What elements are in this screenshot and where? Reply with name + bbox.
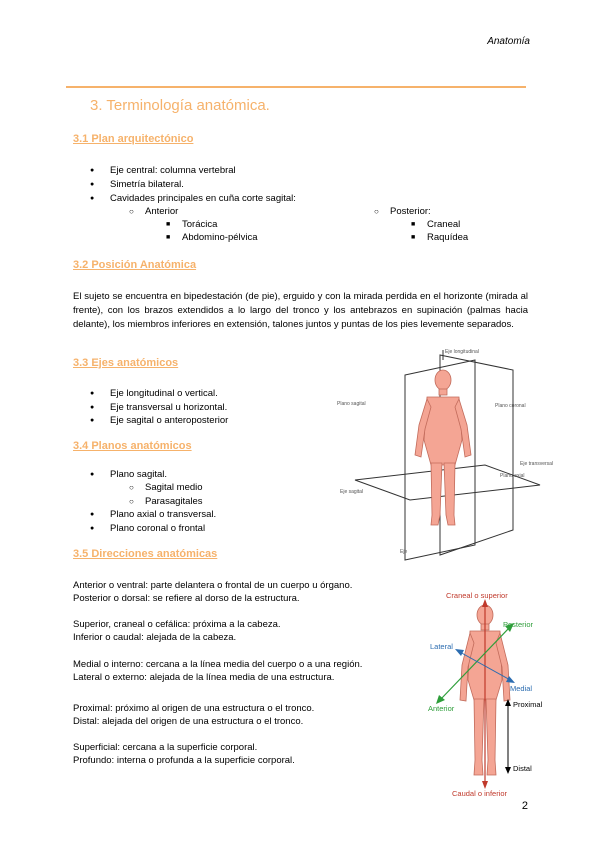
figure-label-text: Plano coronal	[495, 403, 526, 409]
list-item: ● Eje longitudinal o vertical.	[110, 387, 218, 401]
direction-line: Distal: alejada del origen de una estructura o el tronco.	[73, 716, 304, 727]
direction-line: Lateral o externo: alejada de la línea media de una estructura.	[73, 672, 335, 683]
list-item: ● Eje sagital o anteroposterior	[110, 414, 228, 428]
anatomical-planes-figure	[335, 345, 555, 570]
label-medial: Medial	[510, 684, 533, 693]
figure-label-text: Eje sagital	[340, 489, 364, 495]
direction-line: Medial o interno: cercana a la línea media del cuerpo o a una región.	[73, 659, 363, 670]
direction-line: Superficial: cercana a la superficie corporal.	[73, 742, 258, 753]
section-3-3-title: 3.3 Ejes anatómicos	[73, 357, 179, 369]
list-item: ■ Raquídea	[427, 231, 468, 245]
section-3-1-title: 3.1 Plan arquitectónico	[73, 133, 194, 145]
direction-line: Inferior o caudal: alejada de la cabeza.	[73, 632, 237, 643]
list-item: ■ Craneal	[427, 218, 460, 232]
list-item: ● Plano coronal o frontal	[110, 522, 205, 536]
figure-label-text: Plano axial	[500, 473, 525, 479]
list-item: ● Simetría bilateral.	[110, 178, 184, 192]
section-3-2-title: 3.2 Posición Anatómica	[73, 259, 197, 271]
page-number: 2	[521, 800, 528, 812]
label-proximal: Proximal	[513, 700, 543, 709]
direction-line: Proximal: próximo al origen de una estructura o el tronco.	[73, 703, 315, 714]
figure-label-text: Plano sagital	[337, 401, 366, 407]
list-item: ○ Anterior	[145, 205, 178, 219]
label-lateral: Lateral	[430, 642, 453, 651]
direction-line: Profundo: interna o profunda a la superficie corporal.	[73, 755, 295, 766]
label-posterior: Posterior	[503, 620, 534, 629]
direction-line: Anterior o ventral: parte delantera o frontal de un cuerpo u órgano.	[73, 580, 353, 591]
list-item: ● Eje central: columna vertebral	[110, 164, 236, 178]
list-item: ○ Posterior:	[390, 205, 431, 219]
label-caudal: Caudal o inferior	[452, 789, 508, 798]
figure-label-text: Eje transversal	[520, 461, 554, 467]
label-craneal: Craneal o superior	[446, 591, 508, 600]
list-item: ● Eje transversal u horizontal.	[110, 401, 227, 415]
list-item: ○ Sagital medio	[145, 481, 203, 495]
list-item: ● Plano sagital.	[110, 468, 167, 482]
list-item: ● Plano axial o transversal.	[110, 508, 216, 522]
header-rule	[66, 86, 526, 88]
list-item: ● Cavidades principales en cuña corte sagital:	[110, 192, 296, 206]
direction-line: Superior, craneal o cefálica: próxima a la cabeza.	[73, 619, 281, 630]
header-title: Anatomía	[487, 36, 530, 47]
list-item: ■ Torácica	[182, 218, 217, 232]
chapter-title: 3. Terminología anatómica.	[90, 97, 270, 114]
label-distal: Distal	[513, 764, 532, 773]
label-anterior: Anterior	[428, 704, 455, 713]
anatomical-position-text: El sujeto se encuentra en bipedestación (de pie), erguido y con la mirada perdida en el horizonte (mirada al frente), con los brazos extendidos a lo largo del tronco y los antebrazos en supinación (palmas hacia delante), los miembros inferiores en extensión, talones juntos y puntas de los pies levemente separados.	[73, 291, 528, 330]
direction-line: Posterior o dorsal: se refiere al dorso de la estructura.	[73, 593, 300, 604]
figure-label-text: Eje longitudinal	[445, 349, 479, 355]
list-item: ○ Parasagitales	[145, 495, 203, 509]
list-item: ■ Abdomino-pélvica	[182, 231, 258, 245]
anatomical-directions-figure	[410, 585, 560, 800]
figure-label-text: Eje	[400, 549, 408, 555]
section-3-4-title: 3.4 Planos anatómicos	[73, 440, 192, 452]
section-3-5-title: 3.5 Direcciones anatómicas	[73, 548, 218, 560]
